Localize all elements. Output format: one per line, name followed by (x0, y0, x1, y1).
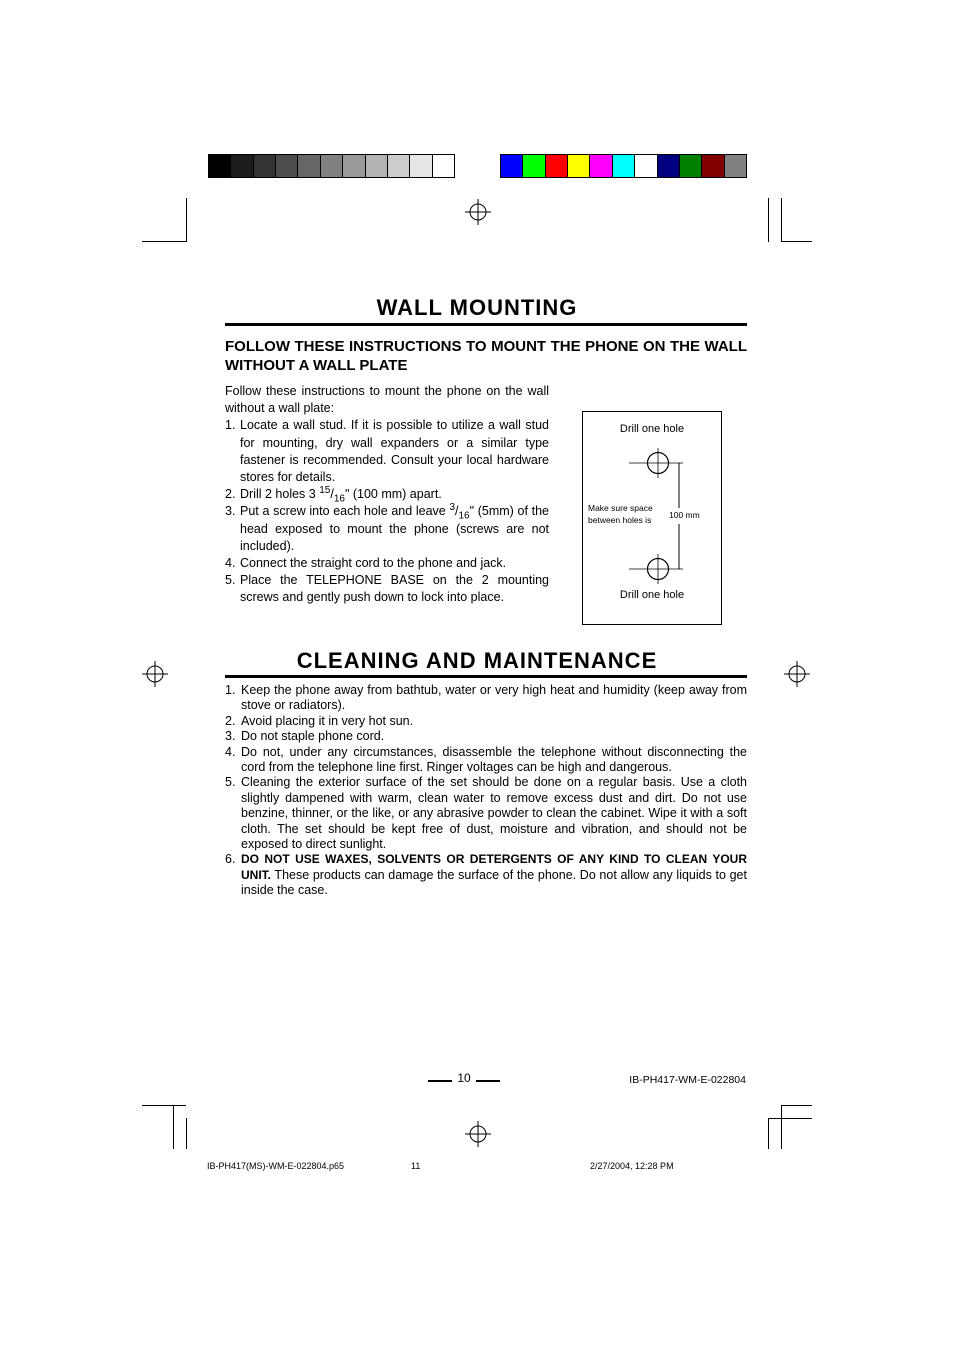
wall-intro: Follow these instructions to mount the phone on the wall without a wall plate: (225, 384, 549, 416)
color-swatch (231, 155, 253, 177)
cleaning-title: CLEANING AND MAINTENANCE (296, 648, 658, 673)
color-swatch (343, 155, 365, 177)
color-swatch (276, 155, 298, 177)
file-name: IB-PH417(MS)-WM-E-022804.p65 (207, 1161, 345, 1171)
grayscale-bar (208, 154, 455, 178)
document-code: IB-PH417-WM-E-022804 (629, 1074, 746, 1086)
color-swatch (725, 155, 746, 177)
title-rule (225, 675, 747, 678)
color-swatch (546, 155, 568, 177)
color-swatch (658, 155, 680, 177)
cleaning-item: 6. DO NOT USE WAXES, SOLVENTS OR DETERGENTS OF ANY KIND TO CLEAN YOUR UNIT. These products can damage the surface of the phone. Do not allow any liquids to get inside the case. (225, 852, 747, 898)
color-swatch (613, 155, 635, 177)
color-bar (500, 154, 747, 178)
cleaning-list (225, 683, 747, 899)
top-hole-label: Drill one hole (619, 423, 685, 435)
registration-mark-top (465, 199, 491, 225)
space-note: Make sure space between holes is (588, 503, 653, 525)
wall-step: 5. Place the TELEPHONE BASE on the 2 mounting screws and gently push down to lock into place. (225, 573, 549, 605)
wall-step: 2. Drill 2 holes 3 $^{15}/_{16}$" (100 mm) apart. (225, 485, 442, 505)
color-swatch (321, 155, 343, 177)
color-swatch (702, 155, 724, 177)
color-swatch (590, 155, 612, 177)
color-swatch (568, 155, 590, 177)
color-swatch (523, 155, 545, 177)
bottom-hole-label: Drill one hole (619, 589, 685, 601)
wall-step: 3. Put a screw into each hole and leave $^3/_{16}$" (5mm) of the head exposed to mount the phone (screws are not included). (225, 502, 549, 553)
title-rule (225, 323, 747, 326)
color-swatch (366, 155, 388, 177)
wall-step: 4. Connect the straight cord to the phone and jack. (225, 556, 507, 571)
color-swatch (298, 155, 320, 177)
cleaning-item: 2. Avoid placing it in very hot sun. (225, 713, 414, 728)
wall-instructions (225, 383, 549, 607)
color-swatch (635, 155, 657, 177)
wall-mounting-title: WALL MOUNTING (376, 295, 578, 320)
color-swatch (680, 155, 702, 177)
color-swatch (388, 155, 410, 177)
color-swatch (254, 155, 276, 177)
cleaning-item: 4. Do not, under any circumstances, disassemble the telephone without disconnecting the cord from the telephone line first. Ringer voltages can be high and dangerous. (225, 744, 747, 775)
cleaning-item: 5. Cleaning the exterior surface of the set should be done on a regular basis. Use a cloth slightly dampened with warm, clean water to remove excess dust and dirt. Do not use benzine, thinner, or the like, or any abrasive powder to clean the cabinet. Wipe it with a soft cloth. The set should be kept free of dust, moisture and vibration, and should not be exposed to direct sunlight. (225, 775, 747, 852)
hole-spacing-diagram (582, 411, 722, 625)
color-swatch (410, 155, 432, 177)
color-swatch (209, 155, 231, 177)
wall-mounting-subhead: FOLLOW THESE INSTRUCTIONS TO MOUNT THE PHONE ON THE WALL WITHOUT A WALL PLATE (225, 338, 747, 374)
color-swatch (501, 155, 523, 177)
sheet-number: 11 (411, 1161, 421, 1171)
page-number: 10 (428, 1071, 500, 1085)
distance-label: 100 mm (669, 510, 700, 520)
color-swatch (433, 155, 454, 177)
print-timestamp: 2/27/2004, 12:28 PM (590, 1161, 674, 1171)
registration-mark-bottom (465, 1121, 491, 1147)
cleaning-item: 3. Do not staple phone cord. (225, 729, 385, 744)
wall-step: 1. Locate a wall stud. If it is possible to utilize a wall stud for mounting, dry wall expanders or a similar type fastener is recommended. Consult your local hardware stores for details. (225, 418, 549, 485)
cleaning-item: 1. Keep the phone away from bathtub, water or very high heat and humidity (keep away from stove or radiators). (225, 683, 747, 713)
